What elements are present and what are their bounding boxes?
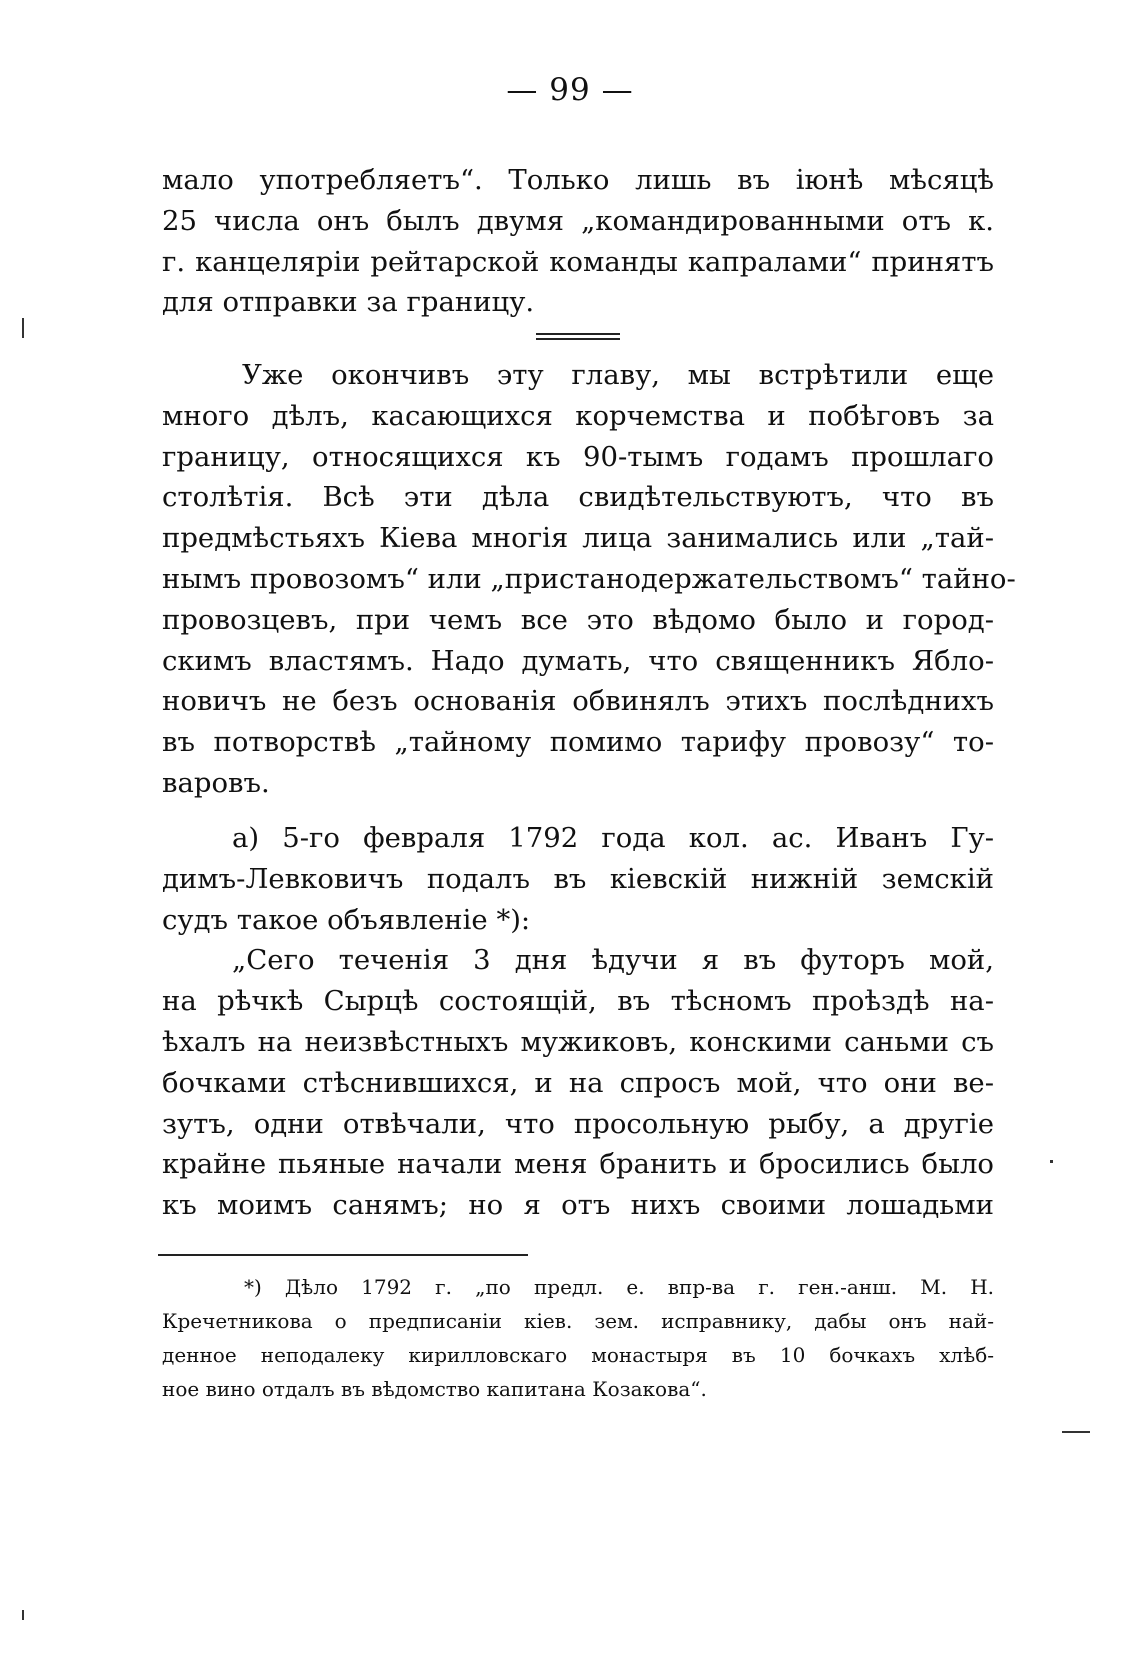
text-line: варовъ.	[162, 766, 270, 799]
quote-line: бочками стѣснившихся, и на спросъ мой, что они ве-	[162, 1066, 994, 1099]
text-line: для отправки за границу.	[162, 286, 535, 319]
footnote-line: *) Дѣло 1792 г. „по предл. е. впр-ва г. ген.-анш. М. Н.	[244, 1275, 994, 1299]
text-line: границу, относящихся къ 90-тымъ годамъ прошлаго	[162, 440, 994, 473]
footnote-line: Кречетникова о предписаніи кіев. зем. исправнику, дабы онъ най-	[162, 1309, 994, 1333]
text-line: предмѣстьяхъ Кіева многія лица занимались или „тай-	[162, 522, 994, 555]
scan-speck	[1062, 1431, 1090, 1433]
scan-speck	[1050, 1160, 1053, 1163]
text-line: 25 числа онъ былъ двумя „командированными отъ к.	[162, 204, 994, 237]
text-line: димъ-Левковичъ подалъ въ кіевскій нижній земскій	[162, 862, 994, 895]
text-line: въ потворствѣ „тайному помимо тарифу провозу“ то-	[162, 726, 994, 759]
text-line: нымъ провозомъ“ или „пристанодержательствомъ“ тайно-	[162, 562, 1016, 595]
scan-speck	[22, 1610, 24, 1620]
text-line: столѣтія. Всѣ эти дѣла свидѣтельствуютъ, что въ	[162, 481, 994, 514]
paragraph-continued	[162, 160, 994, 323]
text-line: провозцевъ, при чемъ все это вѣдомо было и город-	[162, 603, 994, 636]
quote-line: „Сего теченія 3 дня ѣдучи я въ футоръ мой,	[232, 944, 994, 977]
quote-line: на рѣчкѣ Сырцѣ состоящій, въ тѣсномъ проѣздѣ на-	[162, 985, 994, 1018]
quote-line: къ моимъ санямъ; но я отъ нихъ своими лошадьми	[162, 1189, 994, 1222]
footnote-line: денное неподалеку кирилловскаго монастыря въ 10 бочкахъ хлѣб-	[162, 1343, 994, 1367]
quote-line: зутъ, одни отвѣчали, что просольную рыбу, а другіе	[162, 1107, 994, 1140]
footnote-rule	[158, 1254, 528, 1256]
text-line: а) 5-го февраля 1792 года кол. ас. Иванъ Гу-	[232, 822, 994, 854]
paragraph-a-and-quotation	[162, 818, 994, 1226]
footnote-line: ное вино отдалъ въ вѣдомство капитана Козакова“.	[162, 1377, 707, 1401]
footnote	[162, 1270, 994, 1406]
scan-speck	[22, 318, 24, 338]
page-number: — 99 —	[506, 72, 634, 108]
text-line: Уже окончивъ эту главу, мы встрѣтили еще	[242, 359, 994, 391]
text-line: много дѣлъ, касающихся корчемства и побѣговъ за	[162, 399, 994, 432]
text-line: скимъ властямъ. Надо думать, что священникъ Ябло-	[162, 644, 994, 677]
text-line: г. канцеляріи рейтарской команды капралами“ принятъ	[162, 245, 994, 278]
paragraph-main	[162, 355, 1016, 804]
text-line: мало употребляетъ“. Только лишь въ іюнѣ мѣсяцѣ	[162, 164, 994, 196]
quote-line: крайне пьяные начали меня бранить и бросились было	[162, 1148, 994, 1181]
section-separator	[536, 333, 620, 343]
text-line: новичъ не безъ основанія обвинялъ этихъ послѣднихъ	[162, 685, 994, 718]
quote-line: ѣхалъ на неизвѣстныхъ мужиковъ, конскими саньми съ	[162, 1025, 994, 1058]
text-line: судъ такое объявленіе *):	[162, 903, 531, 936]
